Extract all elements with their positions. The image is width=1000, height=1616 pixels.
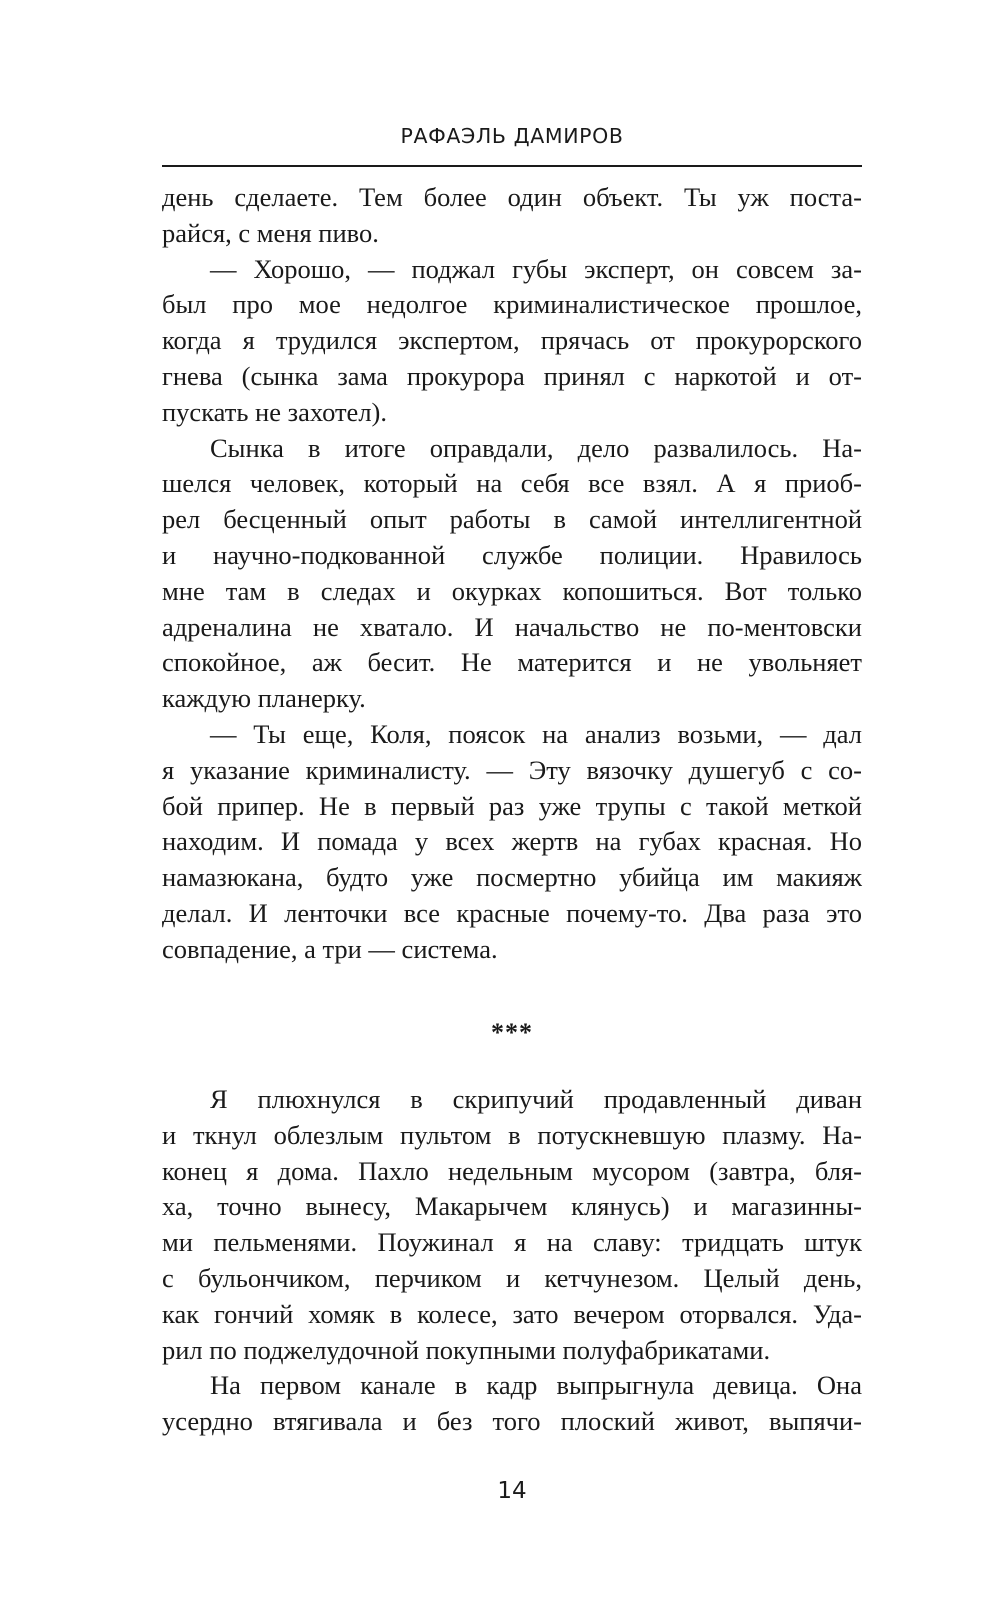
text-line: Сынка в итоге оправдали, дело развалилось. На-	[210, 432, 862, 463]
text-line: пускать не захотел).	[162, 396, 387, 427]
text-line: ми пельменями. Поужинал я на славу: тридцать штук	[162, 1227, 862, 1258]
text-line: делал. И ленточки все красные почему-то. Два раза это	[162, 897, 862, 928]
text-line: был про мое недолгое криминалистическое прошлое,	[162, 289, 862, 320]
running-head: РАФАЭЛЬ ДАМИРОВ	[400, 124, 624, 148]
text-line: намазюкана, будто уже посмертно убийца им макияж	[162, 862, 862, 893]
text-line: рел бесценный опыт работы в самой интеллигентной	[162, 504, 862, 535]
text-line: и ткнул облезлым пультом в потускневшую плазму. На-	[162, 1119, 862, 1150]
section-separator: ***	[491, 1018, 533, 1047]
text-block-1	[162, 180, 862, 968]
text-line: гнева (сынка зама прокурора принял с наркотой и от-	[162, 360, 862, 391]
text-block-2	[162, 1082, 862, 1440]
text-line: Я плюхнулся в скрипучий продавленный диван	[210, 1084, 862, 1114]
text-line: рил по поджелудочной покупными полуфабрикатами.	[162, 1334, 771, 1365]
header-rule	[162, 165, 862, 167]
text-line: ха, точно вынесу, Макарычем клянусь) и магазинны-	[162, 1191, 862, 1222]
text-line: — Ты еще, Коля, поясок на анализ возьми, — дал	[210, 718, 862, 749]
text-line: мне там в следах и окурках копошиться. Вот только	[162, 575, 862, 606]
text-line: совпадение, а три — система.	[162, 933, 498, 964]
text-line: как гончий хомяк в колесе, зато вечером оторвался. Уда-	[162, 1298, 862, 1329]
text-line: — Хорошо, — поджал губы эксперт, он совсем за-	[210, 253, 862, 284]
text-line: райся, с меня пиво.	[162, 217, 379, 248]
text-line: адреналина не хватало. И начальство не по-ментовски	[162, 611, 862, 642]
text-line: когда я трудился экспертом, прячась от прокурорского	[162, 325, 862, 356]
text-line: На первом канале в кадр выпрыгнула девица. Она	[210, 1370, 862, 1401]
text-line: находим. И помада у всех жертв на губах красная. Но	[162, 826, 862, 857]
text-line: и научно-подкованной службе полиции. Нравилось	[162, 539, 862, 570]
text-line: каждую планерку.	[162, 683, 366, 714]
text-line: усердно втягивала и без того плоский живот, выпячи-	[162, 1406, 862, 1437]
text-line: конец я дома. Пахло недельным мусором (завтра, бля-	[162, 1155, 862, 1186]
text-line: спокойное, аж бесит. Не матерится и не увольняет	[162, 647, 862, 678]
text-line: я указание криминалисту. — Эту вязочку душегуб с со-	[162, 754, 862, 785]
text-line: с бульончиком, перчиком и кетчунезом. Целый день,	[162, 1262, 862, 1293]
text-line: день сделаете. Тем более один объект. Ты уж поста-	[162, 182, 862, 212]
page-number: 14	[497, 1478, 527, 1504]
text-line: шелся человек, который на себя все взял. А я приоб-	[162, 468, 862, 499]
text-line: бой припер. Не в первый раз уже трупы с такой меткой	[162, 790, 862, 821]
